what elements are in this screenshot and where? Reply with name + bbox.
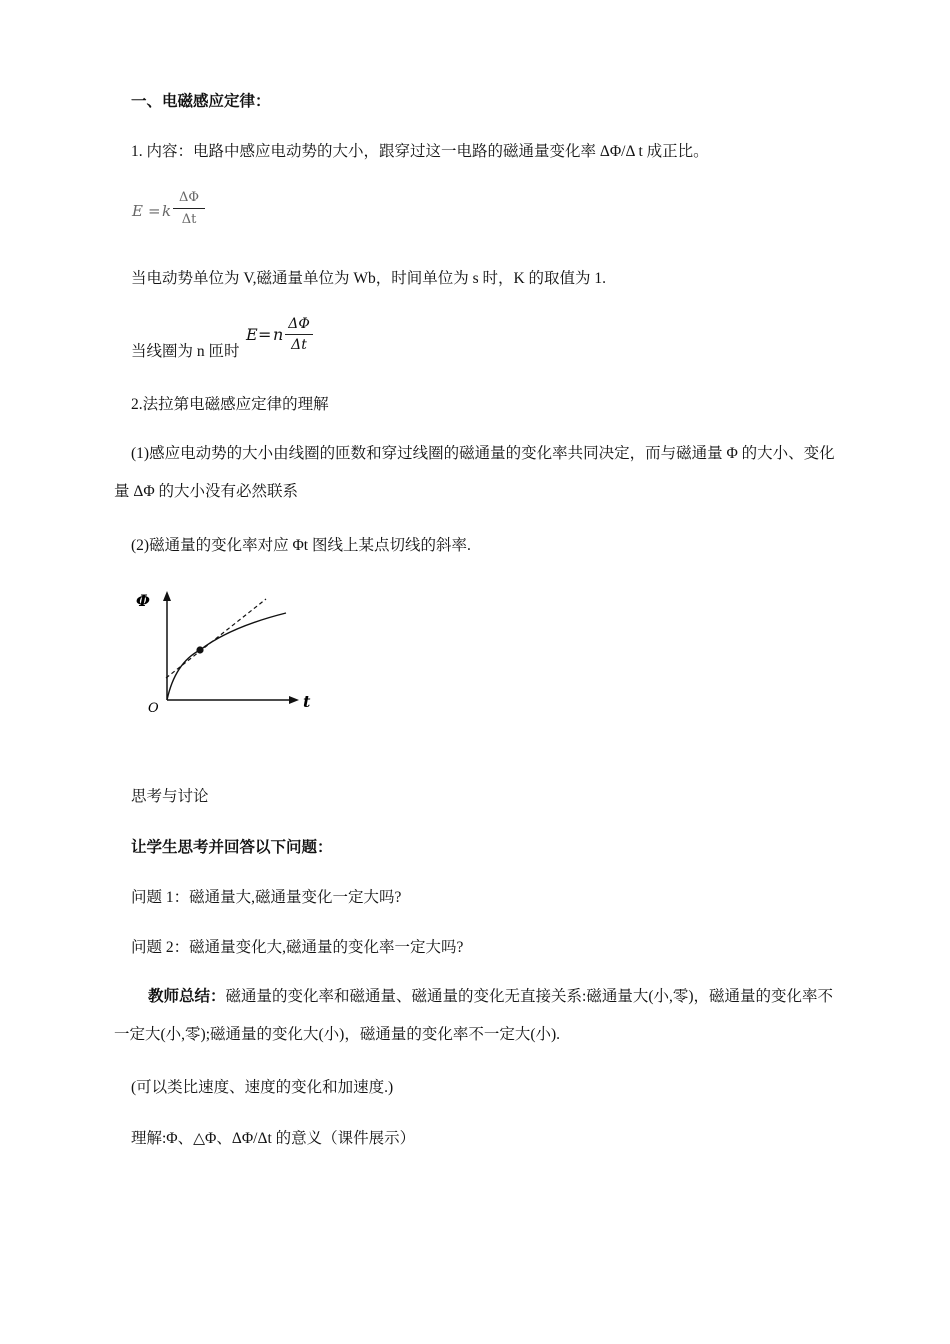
summary-text: 磁通量的变化率和磁通量、磁通量的变化无直接关系:磁通量大(小,零)，磁通量的变化率不一定大(小,零);磁通量的变化大(小)，磁通量的变化率不一定大(小).	[114, 988, 834, 1043]
section-heading: 一、电磁感应定律：	[131, 93, 271, 110]
formula-numerator: ΔΦ	[288, 316, 310, 332]
flux-curve	[167, 613, 286, 700]
content-paragraph: 2.法拉第电磁感应定律的理解	[131, 396, 329, 413]
formula-fraction	[285, 316, 313, 353]
formula-denominator: Δt	[181, 212, 197, 227]
content-paragraph: 当电动势单位为 V,磁通量单位为 Wb，时间单位为 s 时，K 的取值为 1.	[131, 270, 607, 287]
content-paragraph: 思考与讨论	[131, 788, 209, 805]
x-axis-label: t	[303, 692, 311, 711]
question-2: 问题 2：磁通量变化大,磁通量的变化率一定大吗?	[131, 939, 464, 956]
origin-label: O	[148, 701, 159, 716]
tangent-point	[196, 646, 203, 653]
formula-eq: =	[258, 325, 272, 344]
formula-eq: =	[148, 202, 161, 220]
content-paragraph: (1)感应电动势的大小由线圈的匝数和穿过线圈的磁通量的变化率共同决定，而与磁通量 Φ 的大小、变化量 ΔΦ 的大小没有必然联系	[114, 445, 835, 500]
formula-coef: n	[273, 325, 284, 344]
y-axis-label: Φ	[136, 591, 150, 610]
content-paragraph: 1. 内容：电路中感应电动势的大小，跟穿过这一电路的磁通量变化率 ΔΦ/Δ t 成正比。	[131, 143, 709, 160]
formula-coef: k	[162, 202, 172, 220]
content-paragraph: 当线圈为 n 匝时	[131, 343, 240, 360]
formula-lhs: E	[132, 202, 143, 220]
formula-numerator: ΔΦ	[178, 190, 200, 205]
x-axis-arrow-icon	[289, 696, 299, 704]
y-axis-arrow-icon	[163, 591, 171, 601]
flux-time-graph	[130, 585, 330, 720]
fraction-bar	[285, 334, 313, 335]
formula-denominator: Δt	[291, 337, 307, 353]
formula-lhs: E	[246, 325, 258, 344]
formula-fraction	[173, 190, 205, 227]
formula-emf-k	[132, 190, 222, 240]
content-paragraph: 理解:Φ、△Φ、ΔΦ/Δt 的意义（课件展示）	[131, 1130, 416, 1147]
summary-label: 教师总结：	[148, 988, 226, 1005]
content-paragraph: 让学生思考并回答以下问题：	[131, 839, 333, 856]
content-paragraph: (2)磁通量的变化率对应 Φt 图线上某点切线的斜率.	[131, 537, 471, 554]
teacher-summary	[114, 978, 840, 1054]
formula-emf-n	[246, 316, 336, 360]
question-1: 问题 1：磁通量大,磁通量变化一定大吗?	[131, 889, 402, 906]
content-paragraph: (可以类比速度、速度的变化和加速度.)	[131, 1079, 394, 1096]
fraction-bar	[173, 208, 205, 209]
